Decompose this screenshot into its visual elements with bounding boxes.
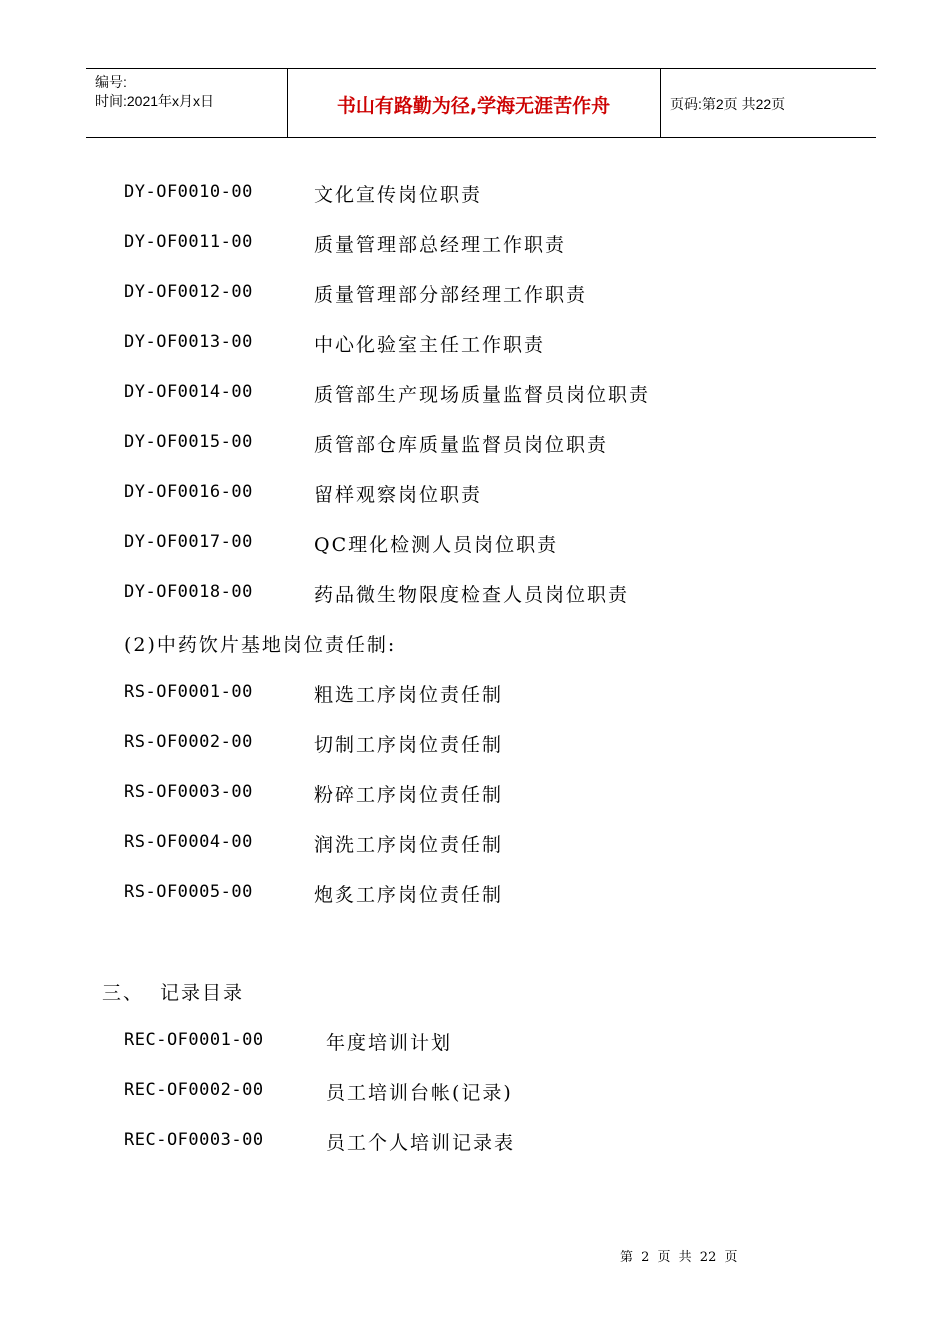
item-title: 粉碎工序岗位责任制 <box>314 784 504 806</box>
item-code: DY-OF0015-00 <box>124 432 253 452</box>
item-code: RS-OF0001-00 <box>124 682 253 702</box>
item-code: RS-OF0003-00 <box>124 782 253 802</box>
item-title: 炮炙工序岗位责任制 <box>314 884 504 906</box>
item-title: 留样观察岗位职责 <box>314 484 483 506</box>
item-code: DY-OF0012-00 <box>124 282 253 302</box>
item-code: REC-OF0003-00 <box>124 1130 264 1150</box>
page-header <box>86 68 876 138</box>
document-number-label: 编号: <box>95 74 127 90</box>
page-footer: 第 2 页 共 22 页 <box>620 1250 738 1265</box>
subsection-heading: (2)中药饮片基地岗位责任制: <box>124 634 397 656</box>
item-code: DY-OF0014-00 <box>124 382 253 402</box>
item-title: 员工培训台帐(记录) <box>326 1082 513 1104</box>
item-title: 润洗工序岗位责任制 <box>314 834 504 856</box>
item-title: 药品微生物限度检查人员岗位职责 <box>314 584 630 606</box>
item-code: RS-OF0004-00 <box>124 832 253 852</box>
item-code: REC-OF0002-00 <box>124 1080 264 1100</box>
item-title: 中心化验室主任工作职责 <box>314 334 546 356</box>
records-heading-number: 三、 <box>102 982 145 1004</box>
item-code: DY-OF0018-00 <box>124 582 253 602</box>
document-time-label: 时间:2021年x月x日 <box>95 93 215 109</box>
item-title: 质量管理部分部经理工作职责 <box>314 284 588 306</box>
item-title: 年度培训计划 <box>326 1032 453 1054</box>
item-code: DY-OF0016-00 <box>124 482 253 502</box>
item-code: RS-OF0005-00 <box>124 882 253 902</box>
item-code: REC-OF0001-00 <box>124 1030 264 1050</box>
records-heading-title: 记录目录 <box>160 982 245 1004</box>
header-page-info: 页码:第2页 共22页 <box>670 96 786 112</box>
item-title: 质管部生产现场质量监督员岗位职责 <box>314 384 651 406</box>
item-title: 粗选工序岗位责任制 <box>314 684 504 706</box>
item-title: 切制工序岗位责任制 <box>314 734 504 756</box>
item-title: 文化宣传岗位职责 <box>314 184 483 206</box>
item-title: 质量管理部总经理工作职责 <box>314 234 567 256</box>
header-divider <box>660 69 661 137</box>
item-title: 员工个人培训记录表 <box>326 1132 516 1154</box>
header-meta <box>95 73 214 111</box>
item-code: DY-OF0013-00 <box>124 332 253 352</box>
item-title: 质管部仓库质量监督员岗位职责 <box>314 434 609 456</box>
item-code: DY-OF0017-00 <box>124 532 253 552</box>
item-code: DY-OF0011-00 <box>124 232 253 252</box>
item-title: QC理化检测人员岗位职责 <box>314 534 559 556</box>
item-code: RS-OF0002-00 <box>124 732 253 752</box>
item-code: DY-OF0010-00 <box>124 182 253 202</box>
header-motto: 书山有路勤为径,学海无涯苦作舟 <box>336 95 611 117</box>
